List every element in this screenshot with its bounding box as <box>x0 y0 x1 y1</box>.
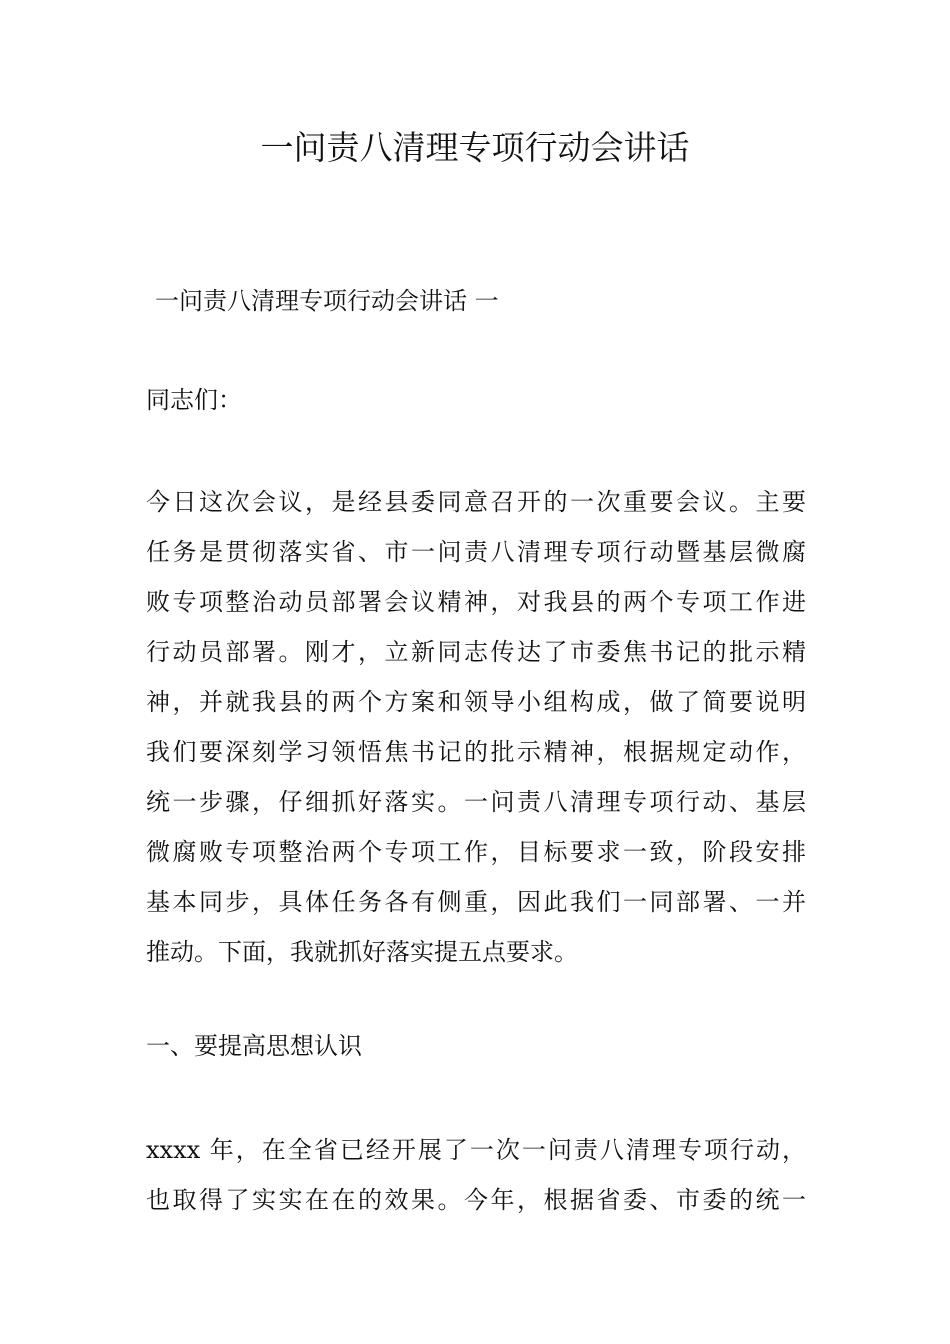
paragraph-line: 任务是贯彻落实省、市一问责八清理专项行动暨基层微腐 <box>146 538 806 566</box>
paragraph-line: 推动。下面，我就抓好落实提五点要求。 <box>146 938 578 966</box>
greeting: 同志们： <box>146 386 242 414</box>
paragraph-line: 统一步骤，仔细抓好落实。一问责八清理专项行动、基层 <box>146 788 806 816</box>
paragraph-line: 我们要深刻学习领悟焦书记的批示精神，根据规定动作， <box>146 738 806 766</box>
paragraph-intro <box>146 477 806 977</box>
paragraph-line: 行动员部署。刚才，立新同志传达了市委焦书记的批示精 <box>146 638 806 666</box>
paragraph-line: 今日这次会议，是经县委同意召开的一次重要会议。主要 <box>146 488 806 516</box>
paragraph-line: 基本同步，具体任务各有侧重，因此我们一同部署、一并 <box>146 888 806 916</box>
paragraph-line: 败专项整治动员部署会议精神，对我县的两个专项工作进 <box>146 588 806 616</box>
paragraph-line: xxxx 年，在全省已经开展了一次一问责八清理专项行动， <box>146 1136 806 1164</box>
section-heading: 一、要提高思想认识 <box>146 1032 362 1060</box>
document-subtitle: 一问责八清理专项行动会讲话 一 <box>155 287 499 315</box>
paragraph-line: 微腐败专项整治两个专项工作，目标要求一致，阶段安排 <box>146 838 806 866</box>
paragraph-line: 神，并就我县的两个方案和领导小组构成，做了简要说明 <box>146 688 806 716</box>
document-title: 一问责八清理专项行动会讲话 <box>260 128 690 167</box>
paragraph-line: 也取得了实实在在的效果。今年，根据省委、市委的统一 <box>146 1186 806 1214</box>
paragraph-section-1 <box>146 1125 806 1225</box>
